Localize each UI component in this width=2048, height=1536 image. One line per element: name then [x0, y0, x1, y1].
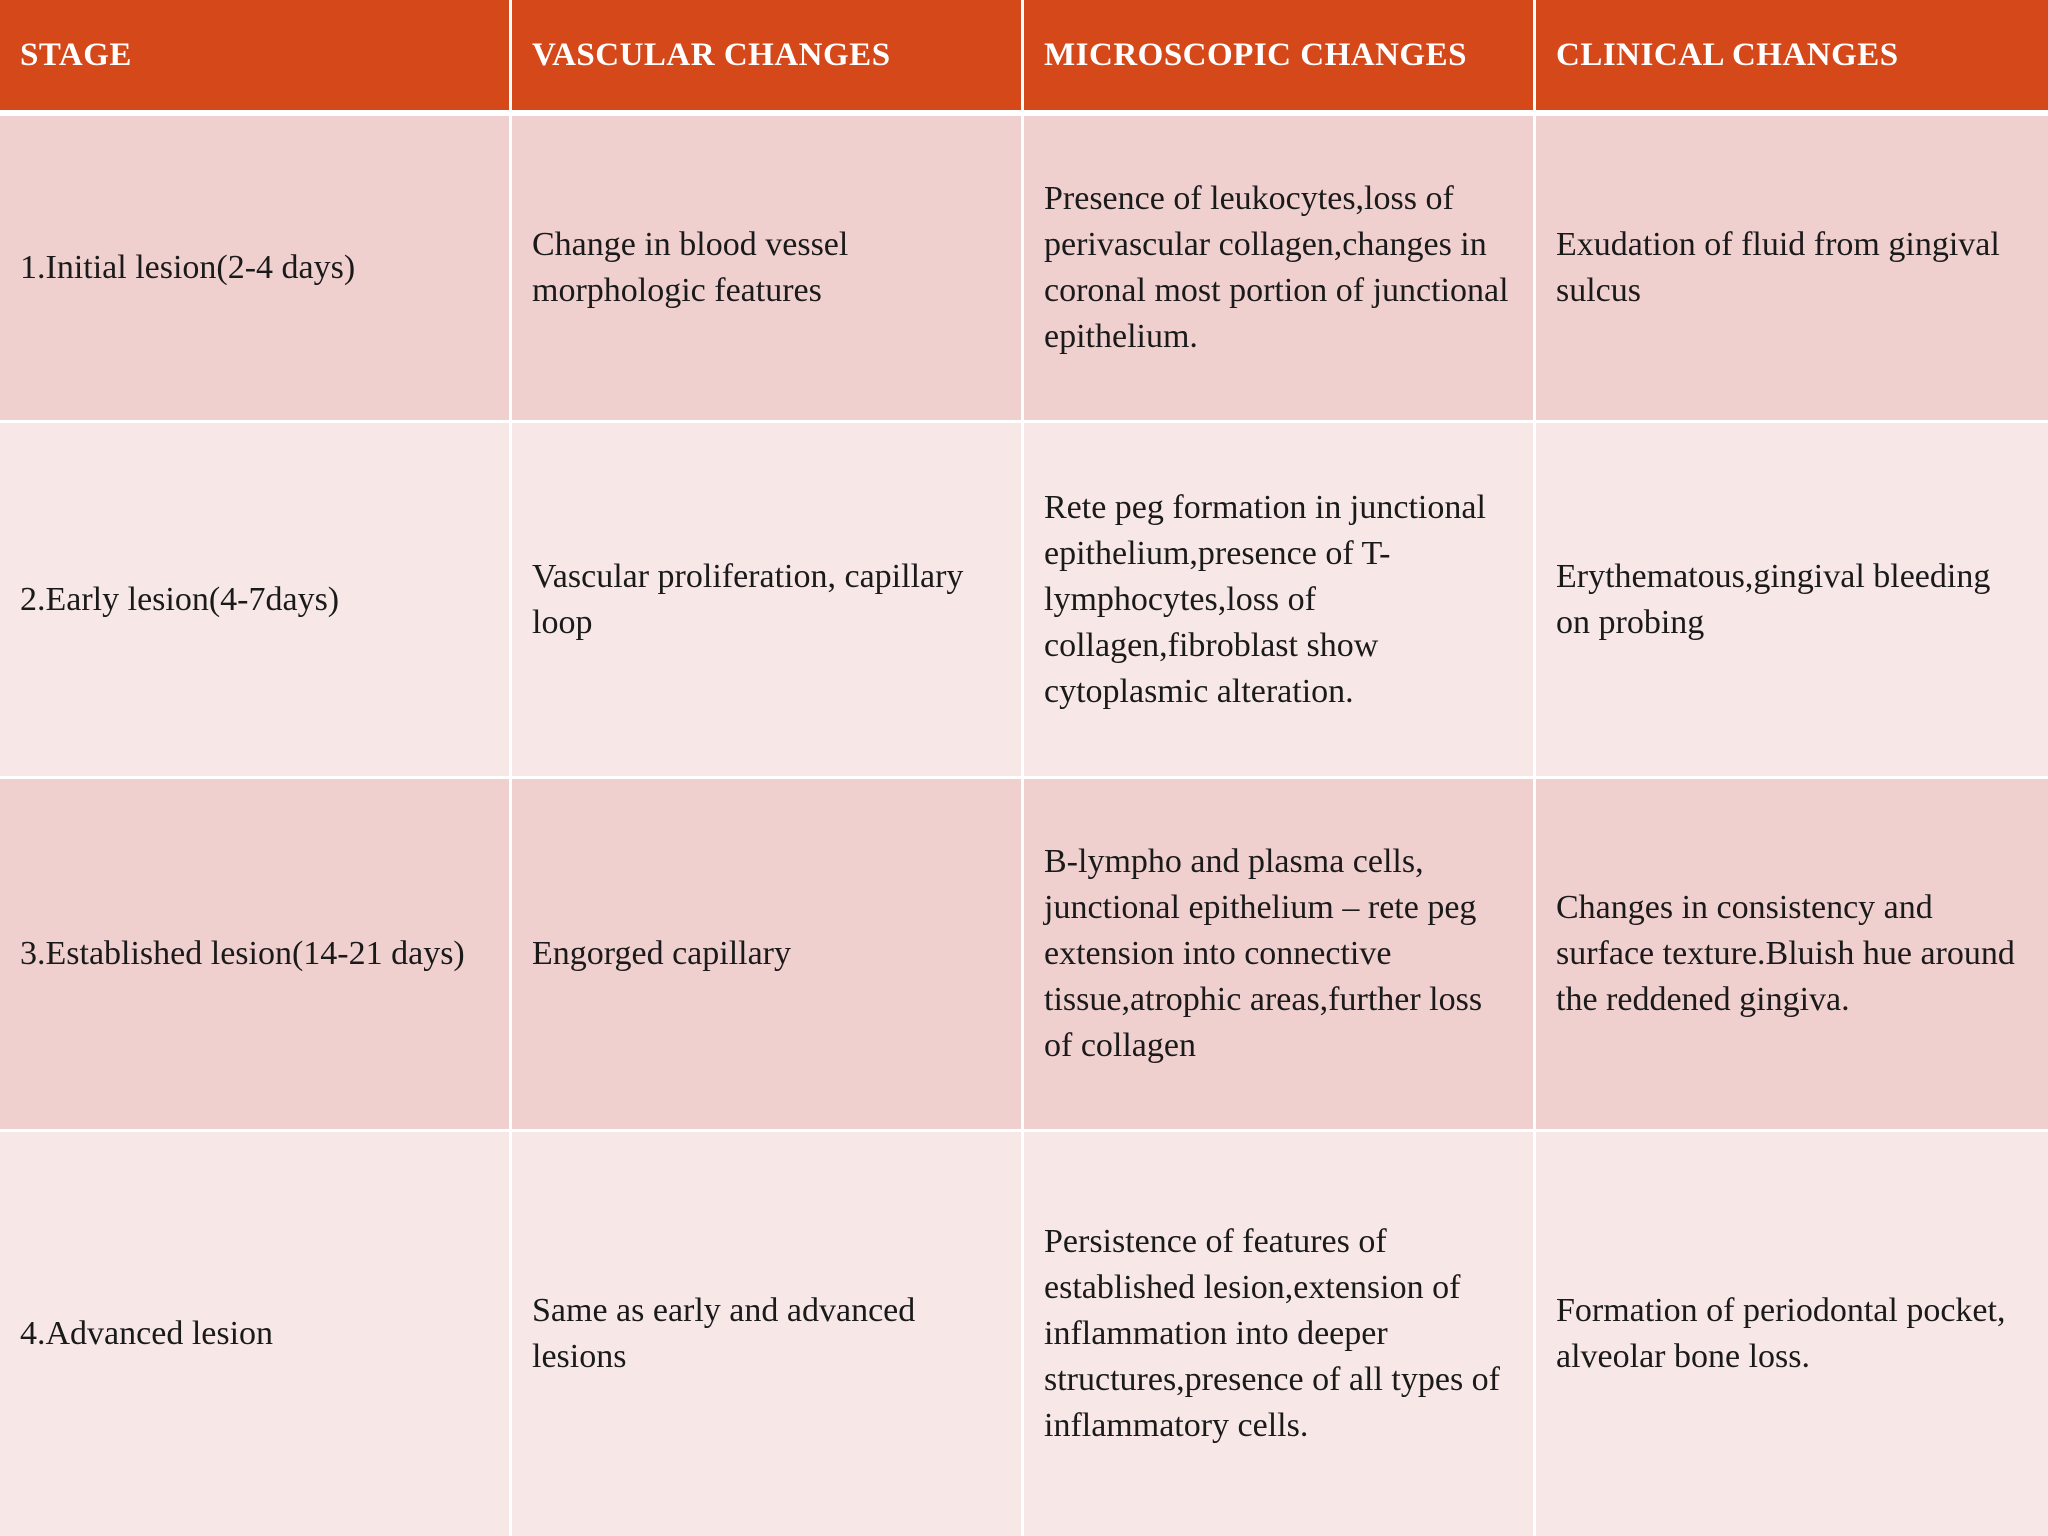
cell-vascular: Same as early and advanced lesions	[512, 1132, 1024, 1536]
header-row	[0, 0, 2048, 116]
cell-stage: 1.Initial lesion(2-4 days)	[0, 116, 512, 423]
header-microscopic-changes: MICROSCOPIC CHANGES	[1024, 0, 1536, 116]
cell-clinical: Exudation of fluid from gingival sulcus	[1536, 116, 2048, 423]
header-vascular-changes: VASCULAR CHANGES	[512, 0, 1024, 116]
cell-clinical: Changes in consistency and surface texture.Bluish hue around the reddened gingiva.	[1536, 779, 2048, 1132]
cell-microscopic: B-lympho and plasma cells, junctional epithelium – rete peg extension into connective tissue,atrophic areas,further loss of collagen	[1024, 779, 1536, 1132]
cell-vascular: Vascular proliferation, capillary loop	[512, 423, 1024, 779]
cell-stage: 2.Early lesion(4-7days)	[0, 423, 512, 779]
cell-stage: 3.Established lesion(14-21 days)	[0, 779, 512, 1132]
cell-vascular: Change in blood vessel morphologic features	[512, 116, 1024, 423]
table-row	[0, 1132, 2048, 1536]
header-clinical-changes: CLINICAL CHANGES	[1536, 0, 2048, 116]
cell-microscopic: Presence of leukocytes,loss of perivascular collagen,changes in coronal most portion of junctional epithelium.	[1024, 116, 1536, 423]
cell-vascular: Engorged capillary	[512, 779, 1024, 1132]
cell-clinical: Erythematous,gingival bleeding on probing	[1536, 423, 2048, 779]
header-stage: STAGE	[0, 0, 512, 116]
cell-microscopic: Rete peg formation in junctional epithelium,presence of T-lymphocytes,loss of collagen,fibroblast show cytoplasmic alteration.	[1024, 423, 1536, 779]
table-body	[0, 116, 2048, 1536]
table-row	[0, 423, 2048, 779]
table-row	[0, 116, 2048, 423]
cell-clinical: Formation of periodontal pocket, alveolar bone loss.	[1536, 1132, 2048, 1536]
cell-microscopic: Persistence of features of established lesion,extension of inflammation into deeper structures,presence of all types of inflammatory cells.	[1024, 1132, 1536, 1536]
cell-stage: 4.Advanced lesion	[0, 1132, 512, 1536]
table-header	[0, 0, 2048, 116]
table-row	[0, 779, 2048, 1132]
